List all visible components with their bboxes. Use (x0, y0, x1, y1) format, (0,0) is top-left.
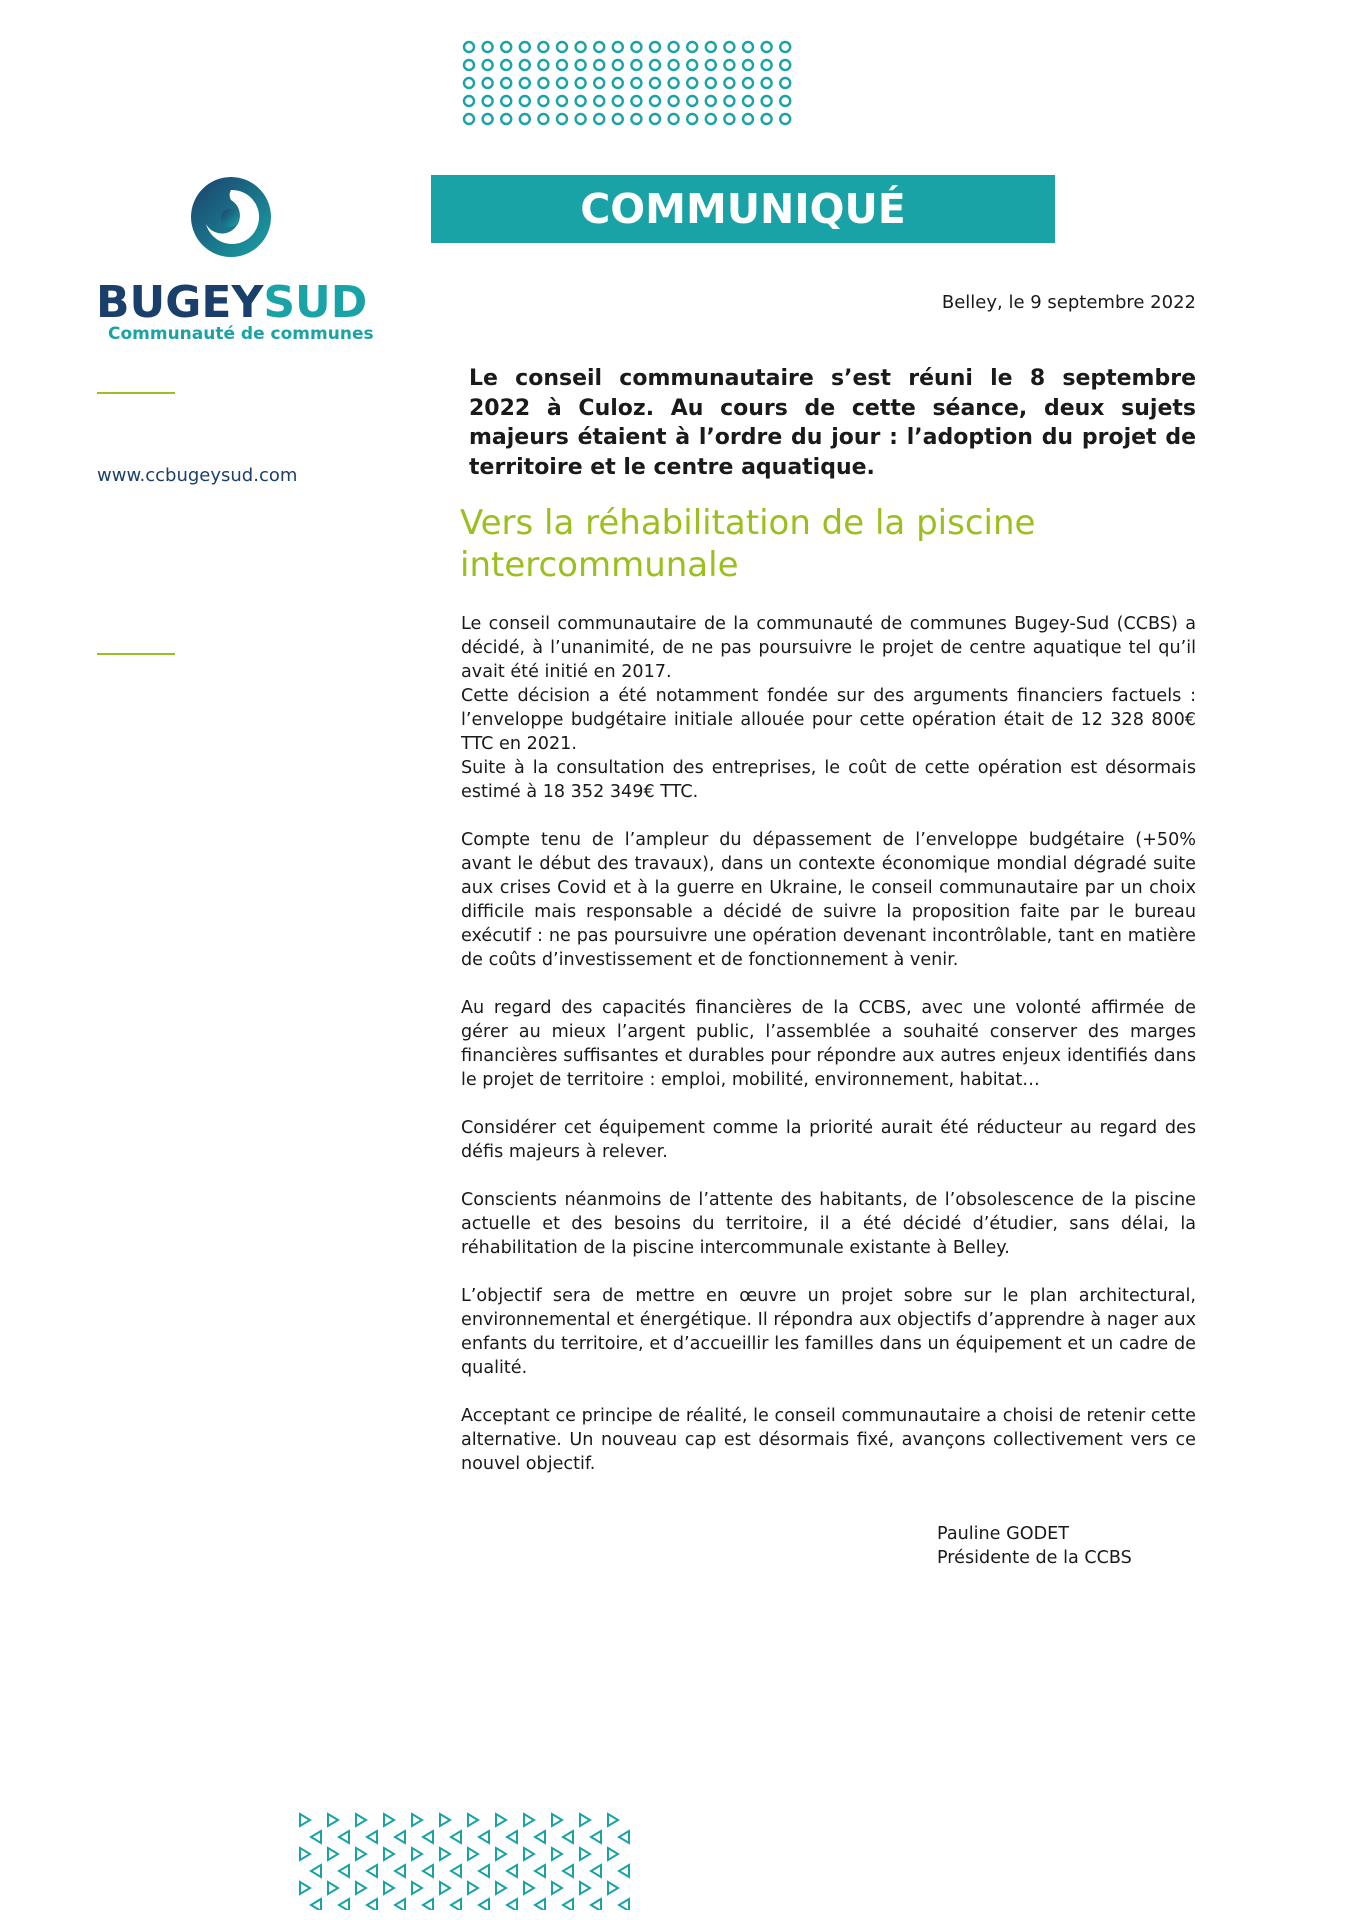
dot-icon (464, 96, 474, 106)
triangle-icon (552, 1814, 562, 1826)
triangle-icon (479, 1899, 489, 1910)
body-paragraph: Suite à la consultation des entreprises, le coût de cette opération est désormais estimé à 18 352 349€ TTC. (461, 758, 1196, 802)
dot-icon (464, 60, 474, 70)
triangle-icon (339, 1899, 349, 1910)
dot-icon (483, 96, 493, 106)
dot-icon (669, 96, 679, 106)
intro-paragraph: Le conseil communautaire s’est réuni le 8 septembre 2022 à Culoz. Au cours de cette séance, deux sujets majeurs étaient à l’ordre du jour : l’adoption du projet de territoire et le centre aquatique. (469, 366, 1196, 480)
dot-icon (743, 42, 753, 52)
dot-icon (762, 96, 772, 106)
triangle-icon (608, 1848, 618, 1860)
body-paragraph: Au regard des capacités financières de la CCBS, avec une volonté affirmée de gérer au mieux l’argent public, l’assemblée a souhaité conserver des marges financières suffisantes et durables pour répondre aux autres enjeux identifiés dans le projet de territoire : emploi, mobilité, environnement, habitat… (461, 998, 1196, 1090)
triangle-icon (356, 1848, 366, 1860)
triangle-icon (608, 1882, 618, 1894)
dot-icon (762, 60, 772, 70)
dot-icon (483, 114, 493, 124)
triangle-icon (591, 1831, 601, 1843)
triangle-icon (311, 1831, 321, 1843)
dot-icon (557, 60, 567, 70)
dot-icon (520, 42, 530, 52)
divider (97, 392, 175, 394)
triangle-icon (580, 1848, 590, 1860)
dot-icon (780, 42, 790, 52)
section-heading: Vers la réhabilitation de la piscine intercommunale (460, 503, 1036, 585)
dot-icon (650, 96, 660, 106)
dot-icon (538, 96, 548, 106)
dot-icon (464, 78, 474, 88)
dot-icon (483, 78, 493, 88)
triangle-icon (440, 1848, 450, 1860)
triangle-icon (395, 1831, 405, 1843)
dot-icon (557, 42, 567, 52)
website-link[interactable]: www.ccbugeysud.com (97, 465, 298, 486)
dot-icon (743, 114, 753, 124)
dot-icon (501, 78, 511, 88)
signatory-name: Pauline GODET (937, 1524, 1069, 1544)
triangle-icon (423, 1899, 433, 1910)
dot-icon (669, 114, 679, 124)
dot-icon (576, 42, 586, 52)
dot-icon (743, 60, 753, 70)
triangle-grid-decoration (296, 1810, 636, 1910)
triangle-icon (395, 1899, 405, 1910)
dot-icon (520, 96, 530, 106)
signatory-title: Présidente de la CCBS (937, 1548, 1132, 1568)
swirl-logo-icon (186, 172, 276, 262)
triangle-icon (367, 1831, 377, 1843)
dot-icon (762, 42, 772, 52)
triangle-icon (591, 1899, 601, 1910)
triangle-icon (619, 1865, 629, 1877)
dot-icon (687, 96, 697, 106)
dot-icon (613, 78, 623, 88)
triangle-icon (440, 1814, 450, 1826)
dot-icon (650, 42, 660, 52)
dot-icon (762, 114, 772, 124)
dot-icon (631, 42, 641, 52)
dot-icon (557, 96, 567, 106)
dot-icon (501, 114, 511, 124)
dot-icon (706, 96, 716, 106)
triangle-icon (535, 1865, 545, 1877)
dot-icon (724, 96, 734, 106)
dot-icon (576, 96, 586, 106)
dot-icon (724, 60, 734, 70)
body-paragraph: Acceptant ce principe de réalité, le conseil communautaire a choisi de retenir cette alternative. Un nouveau cap est désormais fixé, avançons collectivement vers ce nouvel objectif. (461, 1406, 1196, 1474)
dot-icon (669, 60, 679, 70)
dot-icon (780, 60, 790, 70)
dot-icon (669, 78, 679, 88)
triangle-icon (496, 1882, 506, 1894)
triangle-icon (412, 1814, 422, 1826)
dot-icon (669, 42, 679, 52)
body-paragraph: Considérer cet équipement comme la priorité aurait été réducteur au regard des défis majeurs à relever. (461, 1118, 1196, 1162)
dot-icon (650, 78, 660, 88)
triangle-icon (496, 1814, 506, 1826)
triangle-icon (507, 1899, 517, 1910)
triangle-icon (524, 1814, 534, 1826)
dot-icon (631, 60, 641, 70)
dot-icon (706, 114, 716, 124)
triangle-icon (300, 1814, 310, 1826)
dot-icon (762, 78, 772, 88)
triangle-icon (328, 1848, 338, 1860)
triangle-icon (384, 1882, 394, 1894)
body-paragraph: Le conseil communautaire de la communauté de communes Bugey-Sud (CCBS) a décidé, à l’unanimité, de ne pas poursuivre le projet de centre aquatique tel qu’il avait été initié en 2017. (461, 614, 1196, 682)
dot-icon (687, 60, 697, 70)
triangle-icon (367, 1865, 377, 1877)
dot-icon (538, 60, 548, 70)
dot-icon (483, 60, 493, 70)
dot-icon (631, 114, 641, 124)
dot-icon (594, 78, 604, 88)
triangle-icon (412, 1848, 422, 1860)
dot-icon (594, 114, 604, 124)
dot-icon (501, 60, 511, 70)
triangle-icon (563, 1899, 573, 1910)
triangle-icon (552, 1882, 562, 1894)
triangle-icon (339, 1831, 349, 1843)
dot-icon (613, 60, 623, 70)
body-paragraph: Cette décision a été notamment fondée sur des arguments financiers factuels : l’enveloppe budgétaire initiale allouée pour cette opération était de 12 328 800€ TTC en 2021. (461, 686, 1196, 754)
date-line: Belley, le 9 septembre 2022 (941, 292, 1196, 313)
dot-icon (613, 114, 623, 124)
triangle-icon (300, 1882, 310, 1894)
dot-icon (501, 42, 511, 52)
signature-block (937, 1522, 1132, 1570)
triangle-icon (524, 1882, 534, 1894)
dot-icon (706, 60, 716, 70)
triangle-icon (552, 1848, 562, 1860)
triangle-icon (580, 1814, 590, 1826)
triangle-icon (367, 1899, 377, 1910)
triangle-icon (468, 1848, 478, 1860)
bugeysud-logo (96, 172, 374, 352)
dot-icon (576, 78, 586, 88)
triangle-icon (479, 1831, 489, 1843)
dot-icon (594, 42, 604, 52)
dot-icon (724, 42, 734, 52)
dot-icon (576, 60, 586, 70)
dot-icon (687, 78, 697, 88)
dot-icon (520, 78, 530, 88)
triangle-icon (384, 1848, 394, 1860)
dot-icon (780, 96, 790, 106)
triangle-icon (591, 1865, 601, 1877)
triangle-icon (619, 1899, 629, 1910)
dot-icon (594, 60, 604, 70)
divider (97, 653, 175, 655)
dot-icon (594, 96, 604, 106)
dot-icon (557, 78, 567, 88)
dot-icon (724, 78, 734, 88)
dot-icon (557, 114, 567, 124)
dot-icon (650, 60, 660, 70)
dot-icon (538, 78, 548, 88)
triangle-icon (451, 1899, 461, 1910)
triangle-icon (535, 1899, 545, 1910)
triangle-icon (311, 1865, 321, 1877)
triangle-icon (496, 1848, 506, 1860)
dot-icon (780, 114, 790, 124)
triangle-icon (300, 1848, 310, 1860)
logo-subtitle: Communauté de communes (108, 324, 374, 344)
triangle-icon (356, 1814, 366, 1826)
triangle-icon (440, 1882, 450, 1894)
triangle-icon (451, 1831, 461, 1843)
dot-icon (576, 114, 586, 124)
triangle-icon (535, 1831, 545, 1843)
dot-icon (631, 96, 641, 106)
dot-icon (743, 78, 753, 88)
triangle-icon (580, 1882, 590, 1894)
dot-icon (538, 114, 548, 124)
article-body (461, 612, 1196, 1476)
dot-icon (520, 60, 530, 70)
triangle-icon (328, 1814, 338, 1826)
dot-icon (706, 78, 716, 88)
dot-icon (780, 78, 790, 88)
triangle-icon (507, 1865, 517, 1877)
triangle-icon (412, 1882, 422, 1894)
dot-icon (464, 42, 474, 52)
dot-icon (613, 96, 623, 106)
dot-icon (706, 42, 716, 52)
triangle-icon (563, 1865, 573, 1877)
triangle-icon (507, 1831, 517, 1843)
triangle-icon (328, 1882, 338, 1894)
body-paragraph: Conscients néanmoins de l’attente des habitants, de l’obsolescence de la piscine actuelle et des besoins du territoire, il a été décidé d’étudier, sans délai, la réhabilitation de la piscine intercommunale existante à Belley. (461, 1190, 1196, 1258)
triangle-icon (451, 1865, 461, 1877)
dot-icon (687, 114, 697, 124)
triangle-icon (524, 1848, 534, 1860)
dot-icon (520, 114, 530, 124)
triangle-icon (423, 1865, 433, 1877)
dot-icon (483, 42, 493, 52)
triangle-icon (468, 1882, 478, 1894)
triangle-icon (395, 1865, 405, 1877)
triangle-icon (356, 1882, 366, 1894)
dot-icon (501, 96, 511, 106)
logo-wordmark: BUGEYSUD (96, 277, 368, 328)
dot-icon (631, 78, 641, 88)
dot-icon (687, 42, 697, 52)
dot-grid-decoration (462, 40, 797, 130)
dot-icon (464, 114, 474, 124)
triangle-icon (608, 1814, 618, 1826)
triangle-icon (563, 1831, 573, 1843)
dot-icon (743, 96, 753, 106)
triangle-icon (339, 1865, 349, 1877)
triangle-icon (311, 1899, 321, 1910)
body-paragraph: Compte tenu de l’ampleur du dépassement de l’enveloppe budgétaire (+50% avant le début des travaux), dans un contexte économique mondial dégradé suite aux crises Covid et à la guerre en Ukraine, le conseil communautaire par un choix difficile mais responsable a décidé de suivre la proposition faite par le bureau exécutif : ne pas poursuivre une opération devenant incontrôlable, tant en matière de coûts d’investissement et de fonctionnement à venir. (461, 830, 1196, 970)
dot-icon (538, 42, 548, 52)
dot-icon (613, 42, 623, 52)
triangle-icon (468, 1814, 478, 1826)
body-paragraph: L’objectif sera de mettre en œuvre un projet sobre sur le plan architectural, environnemental et énergétique. Il répondra aux objectifs d’apprendre à nager aux enfants du territoire, et d’accueillir les familles dans un équipement et un cadre de qualité. (461, 1286, 1196, 1378)
communique-banner: COMMUNIQUÉ (431, 175, 1055, 243)
triangle-icon (619, 1831, 629, 1843)
triangle-icon (384, 1814, 394, 1826)
triangle-icon (423, 1831, 433, 1843)
dot-icon (650, 114, 660, 124)
dot-icon (724, 114, 734, 124)
triangle-icon (479, 1865, 489, 1877)
